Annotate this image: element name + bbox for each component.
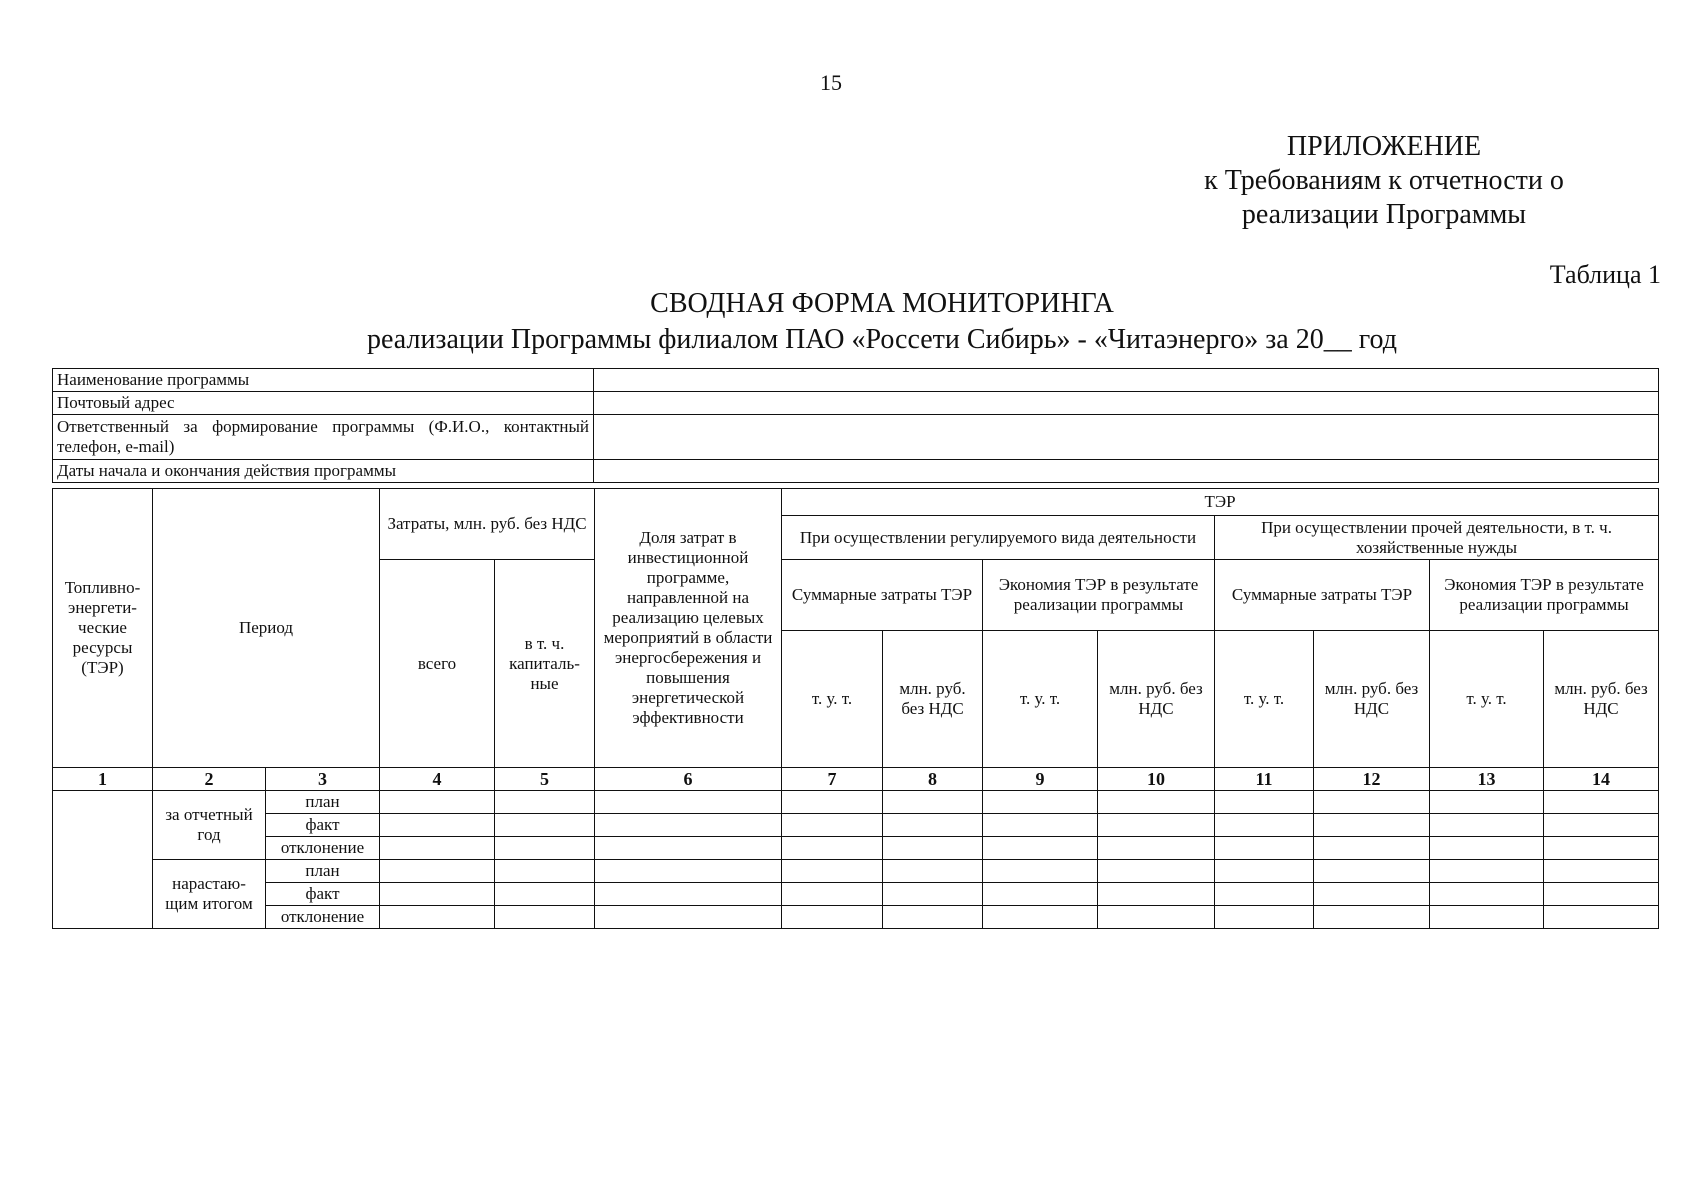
- data-cell: [983, 814, 1098, 837]
- column-number: 3: [266, 768, 380, 791]
- data-cell: [380, 860, 495, 883]
- data-cell: [1544, 860, 1659, 883]
- appendix-line-2: реализации Программы: [1241, 199, 1527, 230]
- header-total-costs: Суммарные затраты ТЭР: [1215, 560, 1430, 631]
- header-mln: млн. руб. без НДС: [1098, 631, 1215, 768]
- data-cell: [983, 837, 1098, 860]
- column-number: 2: [153, 768, 266, 791]
- period-row-label: план: [266, 860, 380, 883]
- header-fuel-resources: Топливно-энергети-ческие ресурсы (ТЭР): [53, 489, 153, 768]
- info-label: Ответственный за формирование программы (Ф.И.О., контактный телефон, e-mail): [53, 415, 594, 460]
- data-cell: [1215, 906, 1314, 929]
- info-value: [594, 415, 1659, 460]
- form-title: СВОДНАЯ ФОРМА МОНИТОРИНГА: [650, 288, 1114, 319]
- data-cell: [1314, 814, 1430, 837]
- data-cell: [983, 860, 1098, 883]
- data-cell: [595, 860, 782, 883]
- header-regulated: При осуществлении регулируемого вида деятельности: [782, 516, 1215, 560]
- data-cell: [1098, 814, 1215, 837]
- data-cell: [1314, 906, 1430, 929]
- data-cell: [782, 791, 883, 814]
- data-cell: [782, 814, 883, 837]
- monitoring-table: [52, 488, 1659, 929]
- period-row-label: отклонение: [266, 906, 380, 929]
- period-group-label: нарастаю-щим итогом: [153, 860, 266, 929]
- column-number: 8: [883, 768, 983, 791]
- data-cell: [1215, 791, 1314, 814]
- data-cell: [595, 791, 782, 814]
- data-cell: [595, 906, 782, 929]
- data-cell: [883, 814, 983, 837]
- data-cell: [1314, 860, 1430, 883]
- page-number: 15: [820, 70, 842, 95]
- data-cell: [595, 814, 782, 837]
- column-number: 12: [1314, 768, 1430, 791]
- data-cell: [1098, 860, 1215, 883]
- column-number: 10: [1098, 768, 1215, 791]
- data-cell: [1544, 837, 1659, 860]
- appendix-line-1: к Требованиям к отчетности о: [1204, 165, 1564, 196]
- data-cell: [782, 883, 883, 906]
- data-cell: [495, 906, 595, 929]
- info-table: [52, 368, 1659, 483]
- info-label: Даты начала и окончания действия программы: [53, 460, 594, 483]
- data-cell: [883, 883, 983, 906]
- data-cell: [782, 906, 883, 929]
- data-cell: [1314, 883, 1430, 906]
- data-cell: [1544, 814, 1659, 837]
- data-cell: [1098, 837, 1215, 860]
- period-row-label: отклонение: [266, 837, 380, 860]
- data-cell: [380, 791, 495, 814]
- data-cell: [1098, 791, 1215, 814]
- data-cell: [1314, 791, 1430, 814]
- info-row: [53, 369, 1659, 392]
- table-row: [53, 883, 1659, 906]
- data-cell: [380, 906, 495, 929]
- header-share: Доля затрат в инвестиционной программе, направленной на реализацию целевых мероприятий в области энергосбережения и повышения энергетической эффективности: [595, 489, 782, 768]
- data-cell: [1215, 883, 1314, 906]
- data-cell: [1215, 860, 1314, 883]
- form-subtitle: реализации Программы филиалом ПАО «Россети Сибирь» - «Читаэнерго» за 20__ год: [367, 324, 1397, 355]
- info-value: [594, 460, 1659, 483]
- column-number: 14: [1544, 768, 1659, 791]
- data-rows: [53, 791, 1659, 929]
- data-cell: [782, 837, 883, 860]
- data-cell: [883, 837, 983, 860]
- data-cell: [495, 791, 595, 814]
- header-mln: млн. руб. без НДС: [1544, 631, 1659, 768]
- data-cell: [1430, 814, 1544, 837]
- data-cell: [983, 906, 1098, 929]
- column-number: 13: [1430, 768, 1544, 791]
- data-cell: [1215, 814, 1314, 837]
- table-row: [53, 906, 1659, 929]
- data-cell: [782, 860, 883, 883]
- data-cell: [595, 837, 782, 860]
- data-cell: [380, 837, 495, 860]
- period-group-label: за отчетный год: [153, 791, 266, 860]
- column-number: 4: [380, 768, 495, 791]
- data-cell: [1215, 837, 1314, 860]
- header-savings: Экономия ТЭР в результате реализации программы: [1430, 560, 1659, 631]
- data-cell: [380, 814, 495, 837]
- data-cell: [1098, 906, 1215, 929]
- data-cell: [595, 883, 782, 906]
- header-ter: ТЭР: [782, 489, 1659, 516]
- data-cell: [983, 883, 1098, 906]
- info-label: Почтовый адрес: [53, 392, 594, 415]
- table-row: [53, 791, 1659, 814]
- data-cell: [1098, 883, 1215, 906]
- data-cell: [1544, 906, 1659, 929]
- header-tut: т. у. т.: [1215, 631, 1314, 768]
- appendix-block: [1174, 130, 1594, 232]
- header-other: При осуществлении прочей деятельности, в т. ч. хозяйственные нужды: [1215, 516, 1659, 560]
- data-cell: [1430, 860, 1544, 883]
- data-cell: [883, 906, 983, 929]
- column-number-row: [53, 768, 1659, 791]
- column-number: 7: [782, 768, 883, 791]
- header-mln: млн. руб. без НДС: [883, 631, 983, 768]
- data-cell: [983, 791, 1098, 814]
- header-mln: млн. руб. без НДС: [1314, 631, 1430, 768]
- header-costs: Затраты, млн. руб. без НДС: [380, 489, 595, 560]
- data-cell: [495, 837, 595, 860]
- column-number: 6: [595, 768, 782, 791]
- data-cell: [883, 791, 983, 814]
- period-row-label: факт: [266, 814, 380, 837]
- header-capital: в т. ч. капиталь-ные: [495, 560, 595, 768]
- table-row: [53, 837, 1659, 860]
- column-number: 11: [1215, 768, 1314, 791]
- fuel-resource-cell: [53, 791, 153, 929]
- appendix-title: ПРИЛОЖЕНИЕ: [1286, 131, 1482, 162]
- info-row: [53, 392, 1659, 415]
- table-label: Таблица 1: [1549, 260, 1661, 289]
- header-total-costs: Суммарные затраты ТЭР: [782, 560, 983, 631]
- info-row: [53, 460, 1659, 483]
- data-cell: [1430, 837, 1544, 860]
- table-row: [53, 860, 1659, 883]
- header-tut: т. у. т.: [782, 631, 883, 768]
- info-row: [53, 415, 1659, 460]
- data-cell: [1544, 883, 1659, 906]
- period-row-label: план: [266, 791, 380, 814]
- column-number: 1: [53, 768, 153, 791]
- data-cell: [380, 883, 495, 906]
- data-cell: [1430, 791, 1544, 814]
- header-period: Период: [153, 489, 380, 768]
- header-tut: т. у. т.: [1430, 631, 1544, 768]
- period-row-label: факт: [266, 883, 380, 906]
- info-value: [594, 369, 1659, 392]
- column-number: 9: [983, 768, 1098, 791]
- data-cell: [1314, 837, 1430, 860]
- header-savings: Экономия ТЭР в результате реализации программы: [983, 560, 1215, 631]
- column-number: 5: [495, 768, 595, 791]
- info-value: [594, 392, 1659, 415]
- data-cell: [495, 860, 595, 883]
- data-cell: [495, 883, 595, 906]
- data-cell: [1430, 883, 1544, 906]
- data-cell: [1544, 791, 1659, 814]
- info-label: Наименование программы: [53, 369, 594, 392]
- header-tut: т. у. т.: [983, 631, 1098, 768]
- header-total: всего: [380, 560, 495, 768]
- data-cell: [883, 860, 983, 883]
- table-row: [53, 814, 1659, 837]
- data-cell: [1430, 906, 1544, 929]
- data-cell: [495, 814, 595, 837]
